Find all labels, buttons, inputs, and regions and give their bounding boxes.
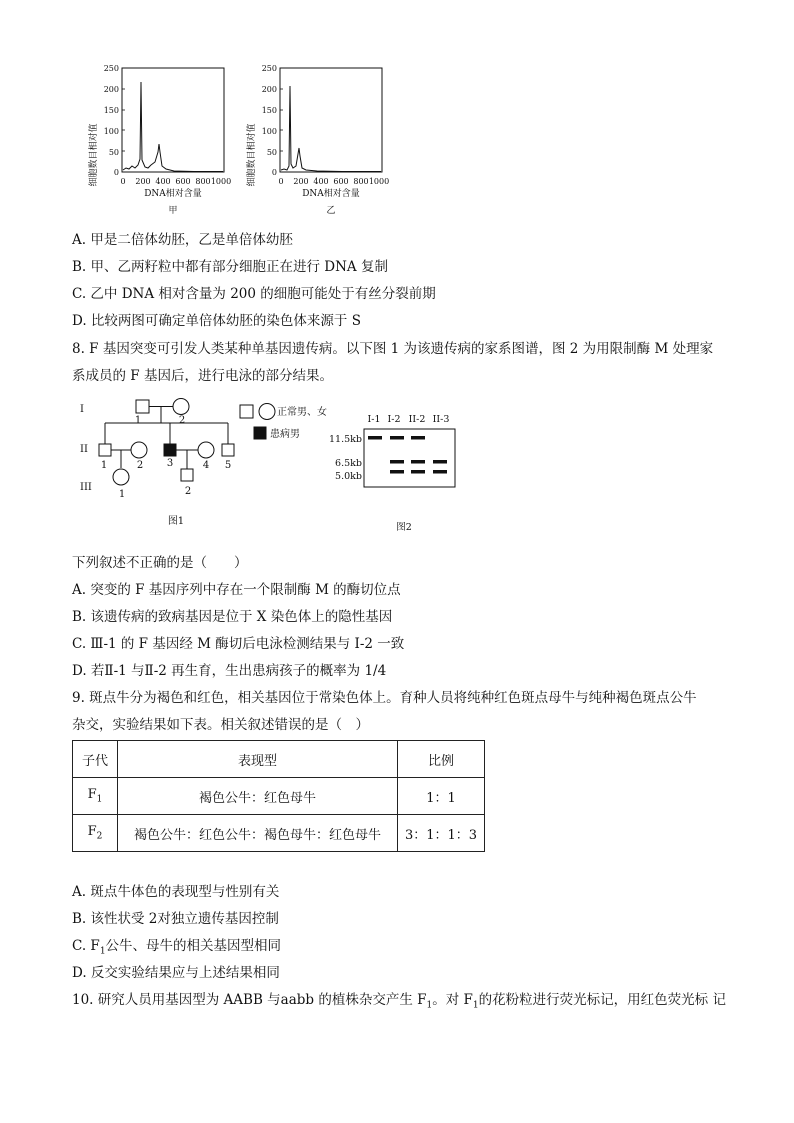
q7-yi-xticks [278,177,389,186]
q8-option-b: B. 该遗传病的致病基因是位于 X 染色体上的隐性基因 [72,609,393,625]
svg-text:800: 800 [195,177,211,186]
svg-text:600: 600 [175,177,191,186]
svg-text:50: 50 [108,148,119,157]
q8-stem-line2: 系成员的 F 基因后，进行电泳的部分结果。 [72,368,333,384]
q7-jia-histogram [123,82,223,172]
svg-text:1000: 1000 [210,177,232,186]
table-cell-ratio: 3：1：1：3 [398,815,485,852]
svg-text:150: 150 [261,106,277,115]
svg-text:1: 1 [134,415,142,426]
q8-pedigree-figure [72,392,352,532]
pedigree-II-2-female [131,442,147,458]
pedigree-caption: 图1 [167,516,185,527]
gel-lane-I-1: I-1 [367,414,381,425]
svg-text:0: 0 [113,168,119,177]
q8-option-c: C. Ⅲ-1 的 F 基因经 M 酶切后电泳检测结果与 I-2 一致 [72,636,405,652]
q7-jia-ylabel: 细胞数目相对值 [89,123,99,187]
gel-size-11-5kb: 11.5kb [329,434,362,445]
q7-yi-yticks [262,64,277,177]
q8-question: 下列叙述不正确的是（ ） [72,555,248,571]
q7-option-a: A. 甲是二倍体幼胚，乙是单倍体幼胚 [72,232,293,248]
q7-yi-xlabel: DNA相对含量 [302,189,360,199]
gel-lane-II-3: II-3 [432,414,450,425]
q7-yi-ylabel: 细胞数目相对值 [247,123,257,187]
svg-text:250: 250 [103,64,119,73]
q8-option-a: A. 突变的 F 基因序列中存在一个限制酶 M 的酶切位点 [72,582,401,598]
table-header: 比例 [398,741,485,778]
svg-text:1000: 1000 [368,177,390,186]
q9-option-b: B. 该性状受 2对独立遗传基因控制 [72,911,279,927]
q9-option-a: A. 斑点牛体色的表现型与性别有关 [72,884,280,900]
q9-stem-line1: 9. 斑点牛分为褐色和红色，相关基因位于常染色体上。育种人员将纯种红色斑点母牛与纯种褐色斑点公牛 [72,690,697,706]
q7-yi-histogram [281,86,381,172]
q8-gel-figure [320,405,470,535]
pedigree-gen-iii: III [80,482,92,493]
pedigree-II-4-female [198,442,214,458]
pedigree-I-2-female [173,399,189,415]
svg-text:400: 400 [313,177,329,186]
svg-text:250: 250 [261,64,277,73]
q7-option-c: C. 乙中 DNA 相对含量为 200 的细胞可能处于有丝分裂前期 [72,286,436,302]
pedigree-gen-i: I [80,404,84,415]
q9-stem-line2: 杂交，实验结果如下表。相关叙述错误的是（ ） [72,717,369,733]
svg-text:2: 2 [178,415,186,426]
svg-text:150: 150 [103,106,119,115]
legend-normal-label: 正常男、女 [277,407,327,418]
pedigree-gen-ii: II [80,444,88,455]
svg-text:50: 50 [266,148,277,157]
q7-figure-jia [84,60,234,220]
svg-text:800: 800 [353,177,369,186]
q7-jia-xlabel: DNA相对含量 [144,189,202,199]
q7-jia-yticks [104,64,119,177]
svg-text:100: 100 [261,127,277,136]
pedigree-II-1-male [99,444,111,456]
pedigree-III-2-male [181,469,193,481]
svg-text:0: 0 [271,168,277,177]
svg-text:200: 200 [103,85,119,94]
legend-affected-label: 患病男 [270,429,300,440]
gel-caption: 图2 [396,522,412,533]
svg-text:400: 400 [155,177,171,186]
svg-text:0: 0 [278,177,284,186]
q9-table [72,740,485,852]
q7-option-d: D. 比较两图可确定单倍体幼胚的染色体来源于 S [72,313,361,329]
q8-option-d: D. 若Ⅱ-1 与Ⅱ-2 再生育，生出患病孩子的概率为 1/4 [72,663,387,679]
svg-text:1: 1 [100,460,108,471]
table-row [73,815,485,852]
pedigree-I-1-male [136,400,149,413]
svg-text:200: 200 [135,177,151,186]
pedigree-II-5-male [222,444,234,456]
q7-figure-yi [242,60,392,220]
table-cell-phenotype: 褐色公牛：红色公牛：褐色母牛：红色母牛 [118,815,398,852]
gel-size-5-0kb: 5.0kb [335,471,362,482]
svg-text:2: 2 [184,486,192,497]
table-header-row [73,741,485,778]
svg-text:0: 0 [120,177,126,186]
svg-text:600: 600 [333,177,349,186]
svg-text:100: 100 [103,127,119,136]
table-cell-ratio: 1：1 [398,778,485,815]
pedigree-II-3-affected-male [164,444,176,456]
table-row [73,778,485,815]
q7-jia-caption: 甲 [168,206,178,216]
gel-size-6-5kb: 6.5kb [335,458,362,469]
q8-stem-line1: 8. F 基因突变可引发人类某种单基因遗传病。以下图 1 为该遗传病的家系图谱，图 2 为用限制酶 M 处理家 [72,341,714,357]
svg-text:4: 4 [202,460,210,471]
q9-option-c: C. $F_1$公牛、母牛的相关基因型相同 [72,938,282,957]
svg-text:3: 3 [166,458,174,469]
q10-stem: 10. 研究人员用基因型为 AABB 与aabb 的植株杂交产生 $F_1$。对 $F_1$的花粉粒进行荧光标记，用红色荧光标 记 [72,992,726,1011]
gel-lane-I-2: I-2 [387,414,401,425]
svg-text:5: 5 [224,460,232,471]
q7-yi-caption: 乙 [326,206,336,216]
table-cell-generation: $F_1$ [73,778,118,815]
q7-option-b: B. 甲、乙两籽粒中都有部分细胞正在进行 DNA 复制 [72,259,388,275]
gel-lane-II-2: II-2 [408,414,426,425]
svg-text:2: 2 [136,460,144,471]
svg-text:1: 1 [118,489,126,500]
svg-text:200: 200 [293,177,309,186]
pedigree-III-1-female [113,469,129,485]
table-cell-phenotype: 褐色公牛：红色母牛 [118,778,398,815]
table-cell-generation: $F_2$ [73,815,118,852]
q7-jia-xticks [120,177,231,186]
table-header: 子代 [73,741,118,778]
table-header: 表现型 [118,741,398,778]
q9-option-d: D. 反交实验结果应与上述结果相同 [72,965,280,981]
svg-text:200: 200 [261,85,277,94]
